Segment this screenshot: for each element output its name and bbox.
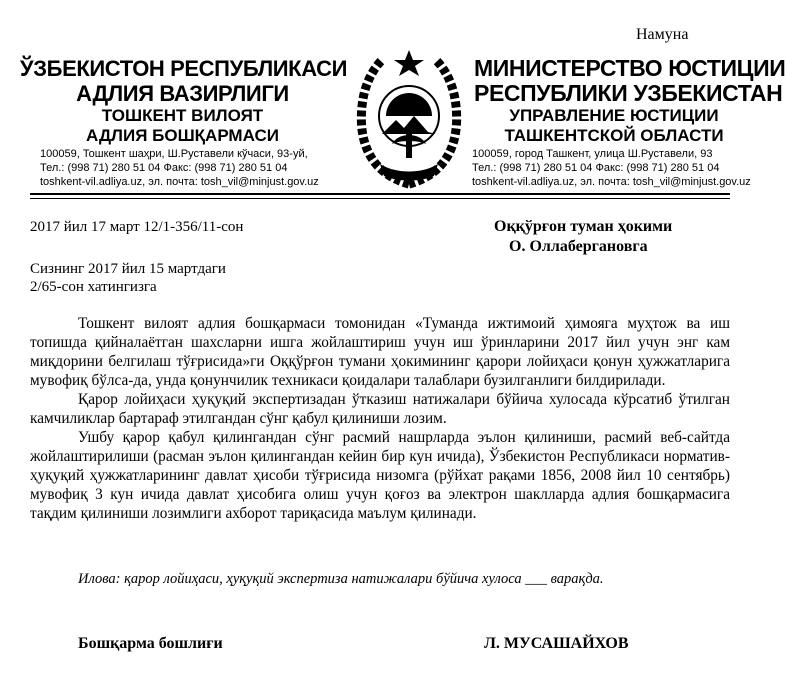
contact-ru-web: toshkent-vil.adliya.uz, эл. почта: tosh_vil@minjust.gov.uz — [472, 176, 751, 188]
org-name-uz-line2: АДЛИЯ ВАЗИРЛИГИ — [76, 81, 289, 106]
org-name-ru-line3: УПРАВЛЕНИЕ ЮСТИЦИИ — [509, 106, 719, 125]
org-name-ru-line1: МИНИСТЕРСТВО ЮСТИЦИИ — [474, 55, 785, 81]
org-name-uz-line3: ТОШКЕНТ ВИЛОЯТ — [101, 106, 264, 125]
header-divider-thin — [30, 198, 730, 199]
sample-label: Намуна — [636, 26, 689, 43]
org-name-uz-line4: АДЛИЯ БОШҚАРМАСИ — [86, 126, 279, 145]
org-name-ru-line2: РЕСПУБЛИКИ УЗБЕКИСТАН — [474, 80, 783, 106]
org-name-ru-line4: ТАШКЕНТСКОЙ ОБЛАСТИ — [504, 126, 724, 145]
paragraph-2: Қарор лойиҳаси ҳуқуқий экспертизадан ўтказиш натижалари бўйича хулосада кўрсатиб ўтилган камчиликлар бартараф этилгандан сўнг қабул қилиниши лозим. — [30, 391, 730, 427]
contact-uz-address: 100059, Тошкент шаҳри, Ш.Руставели кўчаси, 93-уй, — [40, 148, 308, 160]
reference-line2: 2/65-сон хатингизга — [30, 279, 157, 295]
addressee-name: О. Оллабергановга — [509, 238, 648, 255]
addressee-title: Оққўрғон туман ҳокими — [494, 218, 673, 235]
paragraph-1: Тошкент вилоят адлия бошқармаси томонидан «Туманда ижтимоий ҳимояга муҳтож ва иш топишда қийналаётган шахсларни ишга жойлаштириш учун иш ўринларини 2017 йил учун энг кам миқдорини белгилаш тўғрисида»ги Оққўрғон тумани ҳокимининг қарори лойиҳаси қонун ҳужжатларига мувофиқ бўлса-да, унда қонунчилик техникаси қоидалари талаблари бузилганлиги билдирилади. — [30, 315, 730, 389]
signer-name: Л. МУСАШАЙХОВ — [484, 635, 629, 652]
org-name-uz-line1: ЎЗБЕКИСТОН РЕСПУБЛИКАСИ — [20, 56, 348, 81]
attachment-note: Илова: қарор лойиҳаси, ҳуқуқий экспертиза натижалари бўйича хулоса ___ варақда. — [78, 571, 604, 587]
state-emblem-icon — [352, 46, 466, 188]
contact-uz-phone: Тел.: (998 71) 280 51 04 Факс: (998 71) 280 51 04 — [40, 162, 288, 174]
letterhead-ru — [474, 55, 785, 146]
letter-date-number: 2017 йил 17 март 12/1-356/11-сон — [30, 219, 244, 235]
contact-uz — [40, 147, 319, 189]
contact-ru — [472, 147, 751, 189]
contact-ru-address: 100059, город Ташкент, улица Ш.Руставели, 93 — [472, 148, 713, 160]
contact-ru-phone: Тел.: (998 71) 280 51 04 Факс: (998 71) 280 51 04 — [472, 162, 720, 174]
letterhead-uz — [20, 56, 348, 146]
contact-uz-web: toshkent-vil.adliya.uz, эл. почта: tosh_vil@minjust.gov.uz — [40, 176, 319, 188]
letter-body — [30, 314, 730, 523]
reference-line1: Сизнинг 2017 йил 15 мартдаги — [30, 261, 226, 277]
paragraph-3: Ушбу қарор қабул қилингандан сўнг расмий нашрларда эълон қилиниши, расмий веб-сайтда жойлаштирилиши (расман эълон қилингандан кейин бир кун ичида), Ўзбекистон Республикаси норматив-ҳуқуқий ҳужжатларининг давлат ҳисоби тўғрисида низомга (рўйхат рақами 1856, 2008 йил 10 сентябрь) мувофиқ 3 кун ичида давлат ҳисобига олиш учун қоғоз ва электрон шаклларда адлия бошқармасига тақдим қилиниши лозимлиги ахборот тариқасида маълум қилинади. — [30, 429, 730, 522]
reference — [30, 260, 226, 296]
addressee — [494, 217, 672, 257]
header-divider-thick — [30, 193, 730, 195]
signer-title: Бошқарма бошлиғи — [78, 635, 223, 652]
